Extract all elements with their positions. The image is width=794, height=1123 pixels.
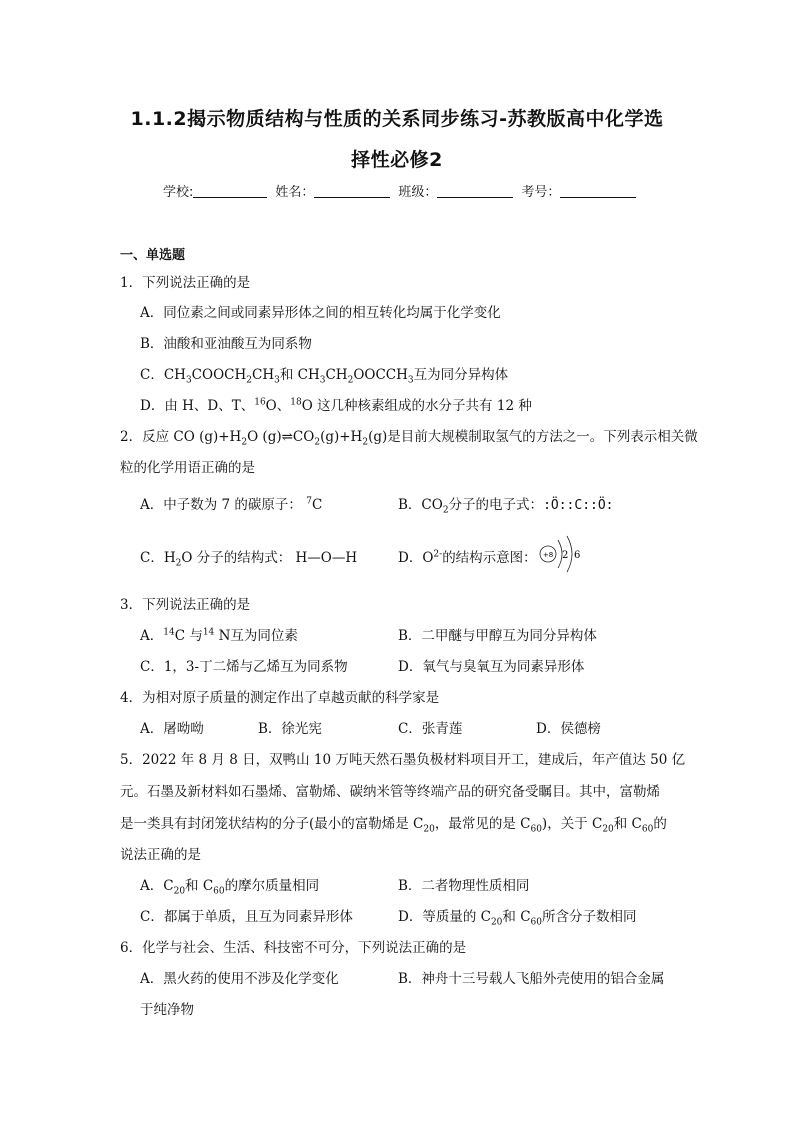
- question-1-stem: 1．下列说法正确的是: [120, 275, 251, 291]
- section-heading: 一、单选题: [120, 248, 186, 263]
- question-3-option-b: B．二甲醚与甲醇互为同分异构体: [398, 628, 597, 644]
- question-2-option-d: D．$O^{2-}$的结构示意图：: [398, 549, 537, 566]
- exam-no-field[interactable]: [560, 185, 636, 198]
- question-6-option-b-cont: 于纯净物: [140, 1002, 194, 1018]
- question-4-stem: 4．为相对原子质量的测定作出了卓越贡献的科学家是: [120, 690, 440, 706]
- question-2-stem: 2．反应 CO $(g)+H_2O$ $(g)\rightleftharpoons CO_2(g)+H_2(g)$是目前大规模制取氢气的方法之一。下列表示相关微: [120, 429, 698, 448]
- page-title-line2: 择性必修2: [351, 149, 443, 171]
- question-4-option-c: C．张青莲: [398, 721, 463, 737]
- school-field[interactable]: [193, 185, 267, 198]
- question-6-option-a: A．黑火药的使用不涉及化学变化: [140, 971, 339, 987]
- school-label: 学校:: [163, 185, 194, 200]
- electron-shell-2: 6: [574, 550, 581, 561]
- question-3-option-c: C．1，3-丁二烯与乙烯互为同系物: [140, 659, 348, 675]
- question-4-option-b: B．徐光宪: [258, 721, 322, 737]
- question-1-option-c: C．$CH_3COOCH_2CH_3$和 $CH_3CH_2OOCCH_3$互为同分异构体: [140, 367, 509, 386]
- question-5-stem-2: 元。石墨及新材料如石墨烯、富勒烯、碳纳米管等终端产品的研究备受瞩目。其中，富勒烯: [120, 784, 660, 800]
- question-6-stem: 6．化学与社会、生活、科技密不可分，下列说法正确的是: [120, 940, 467, 956]
- question-2-stem-cont: 粒的化学用语正确的是: [120, 460, 255, 476]
- nucleus-charge: +8: [542, 551, 554, 559]
- class-field[interactable]: [437, 185, 513, 198]
- question-1-option-d: D．由 H、D、T、$^{16}$O、$^{18}$O 这几种核素组成的水分子共有 12 种: [140, 397, 532, 414]
- class-label: 班级：: [398, 185, 438, 200]
- question-1-option-b: B．油酸和亚油酸互为同系物: [140, 336, 312, 352]
- oxygen-ion-structure-diagram: [536, 532, 586, 576]
- question-3-option-d: D．氧气与臭氧互为同素异形体: [398, 659, 585, 675]
- question-2-option-a: A．中子数为 7 的碳原子： $^7$C: [140, 496, 323, 513]
- question-6-option-b: B．神舟十三号载人飞船外壳使用的铝合金属: [398, 971, 665, 987]
- exam-no-label: 考号：: [521, 185, 561, 200]
- question-5-stem-3: 是一类具有封闭笼状结构的分子(最小的富勒烯是 $C_{20}$，最常见的是 $C_{60}$)，关于 $C_{20}$和 $C_{60}$的: [120, 816, 667, 835]
- question-5-option-b: B．二者物理性质相同: [398, 878, 530, 894]
- electron-shell-1: 2: [562, 550, 569, 561]
- question-5-stem-4: 说法正确的是: [120, 847, 201, 863]
- question-3-stem: 3．下列说法正确的是: [120, 597, 251, 613]
- co2-electron-formula: :Ö::C::Ö:: [543, 498, 614, 513]
- question-4-option-d: D．侯德榜: [536, 721, 601, 737]
- question-4-option-a: A．屠呦呦: [140, 721, 204, 737]
- page-title: 1.1.2揭示物质结构与性质的关系同步练习-苏教版高中化学选: [130, 108, 664, 130]
- student-info-line: [163, 181, 644, 200]
- question-5-option-c: C．都属于单质，且互为同素异形体: [140, 909, 353, 925]
- question-2-option-c: C．$H_2O$ 分子的结构式： H—O—H: [140, 550, 358, 569]
- question-5-stem: 5．2022 年 8 月 8 日，双鸭山 10 万吨天然石墨负极材料项目开工，建成后，年产值达 50 亿: [120, 752, 686, 768]
- question-3-option-a: A．$^{14}$C 与$^{14}$ N互为同位素: [140, 627, 298, 644]
- water-structural-formula: H—O—H: [295, 550, 358, 566]
- question-2-option-b: B．$CO_2$分子的电子式：:Ö::C::Ö:: [398, 497, 614, 516]
- name-field[interactable]: [314, 185, 390, 198]
- question-5-option-d: D．等质量的 $C_{20}$和 $C_{60}$所含分子数相同: [398, 909, 637, 928]
- question-5-option-a: A．$C_{20}$和 $C_{60}$的摩尔质量相同: [140, 878, 320, 897]
- question-1-option-a: A．同位素之间或同素异形体之间的相互转化均属于化学变化: [140, 305, 501, 321]
- name-label: 姓名：: [275, 185, 315, 200]
